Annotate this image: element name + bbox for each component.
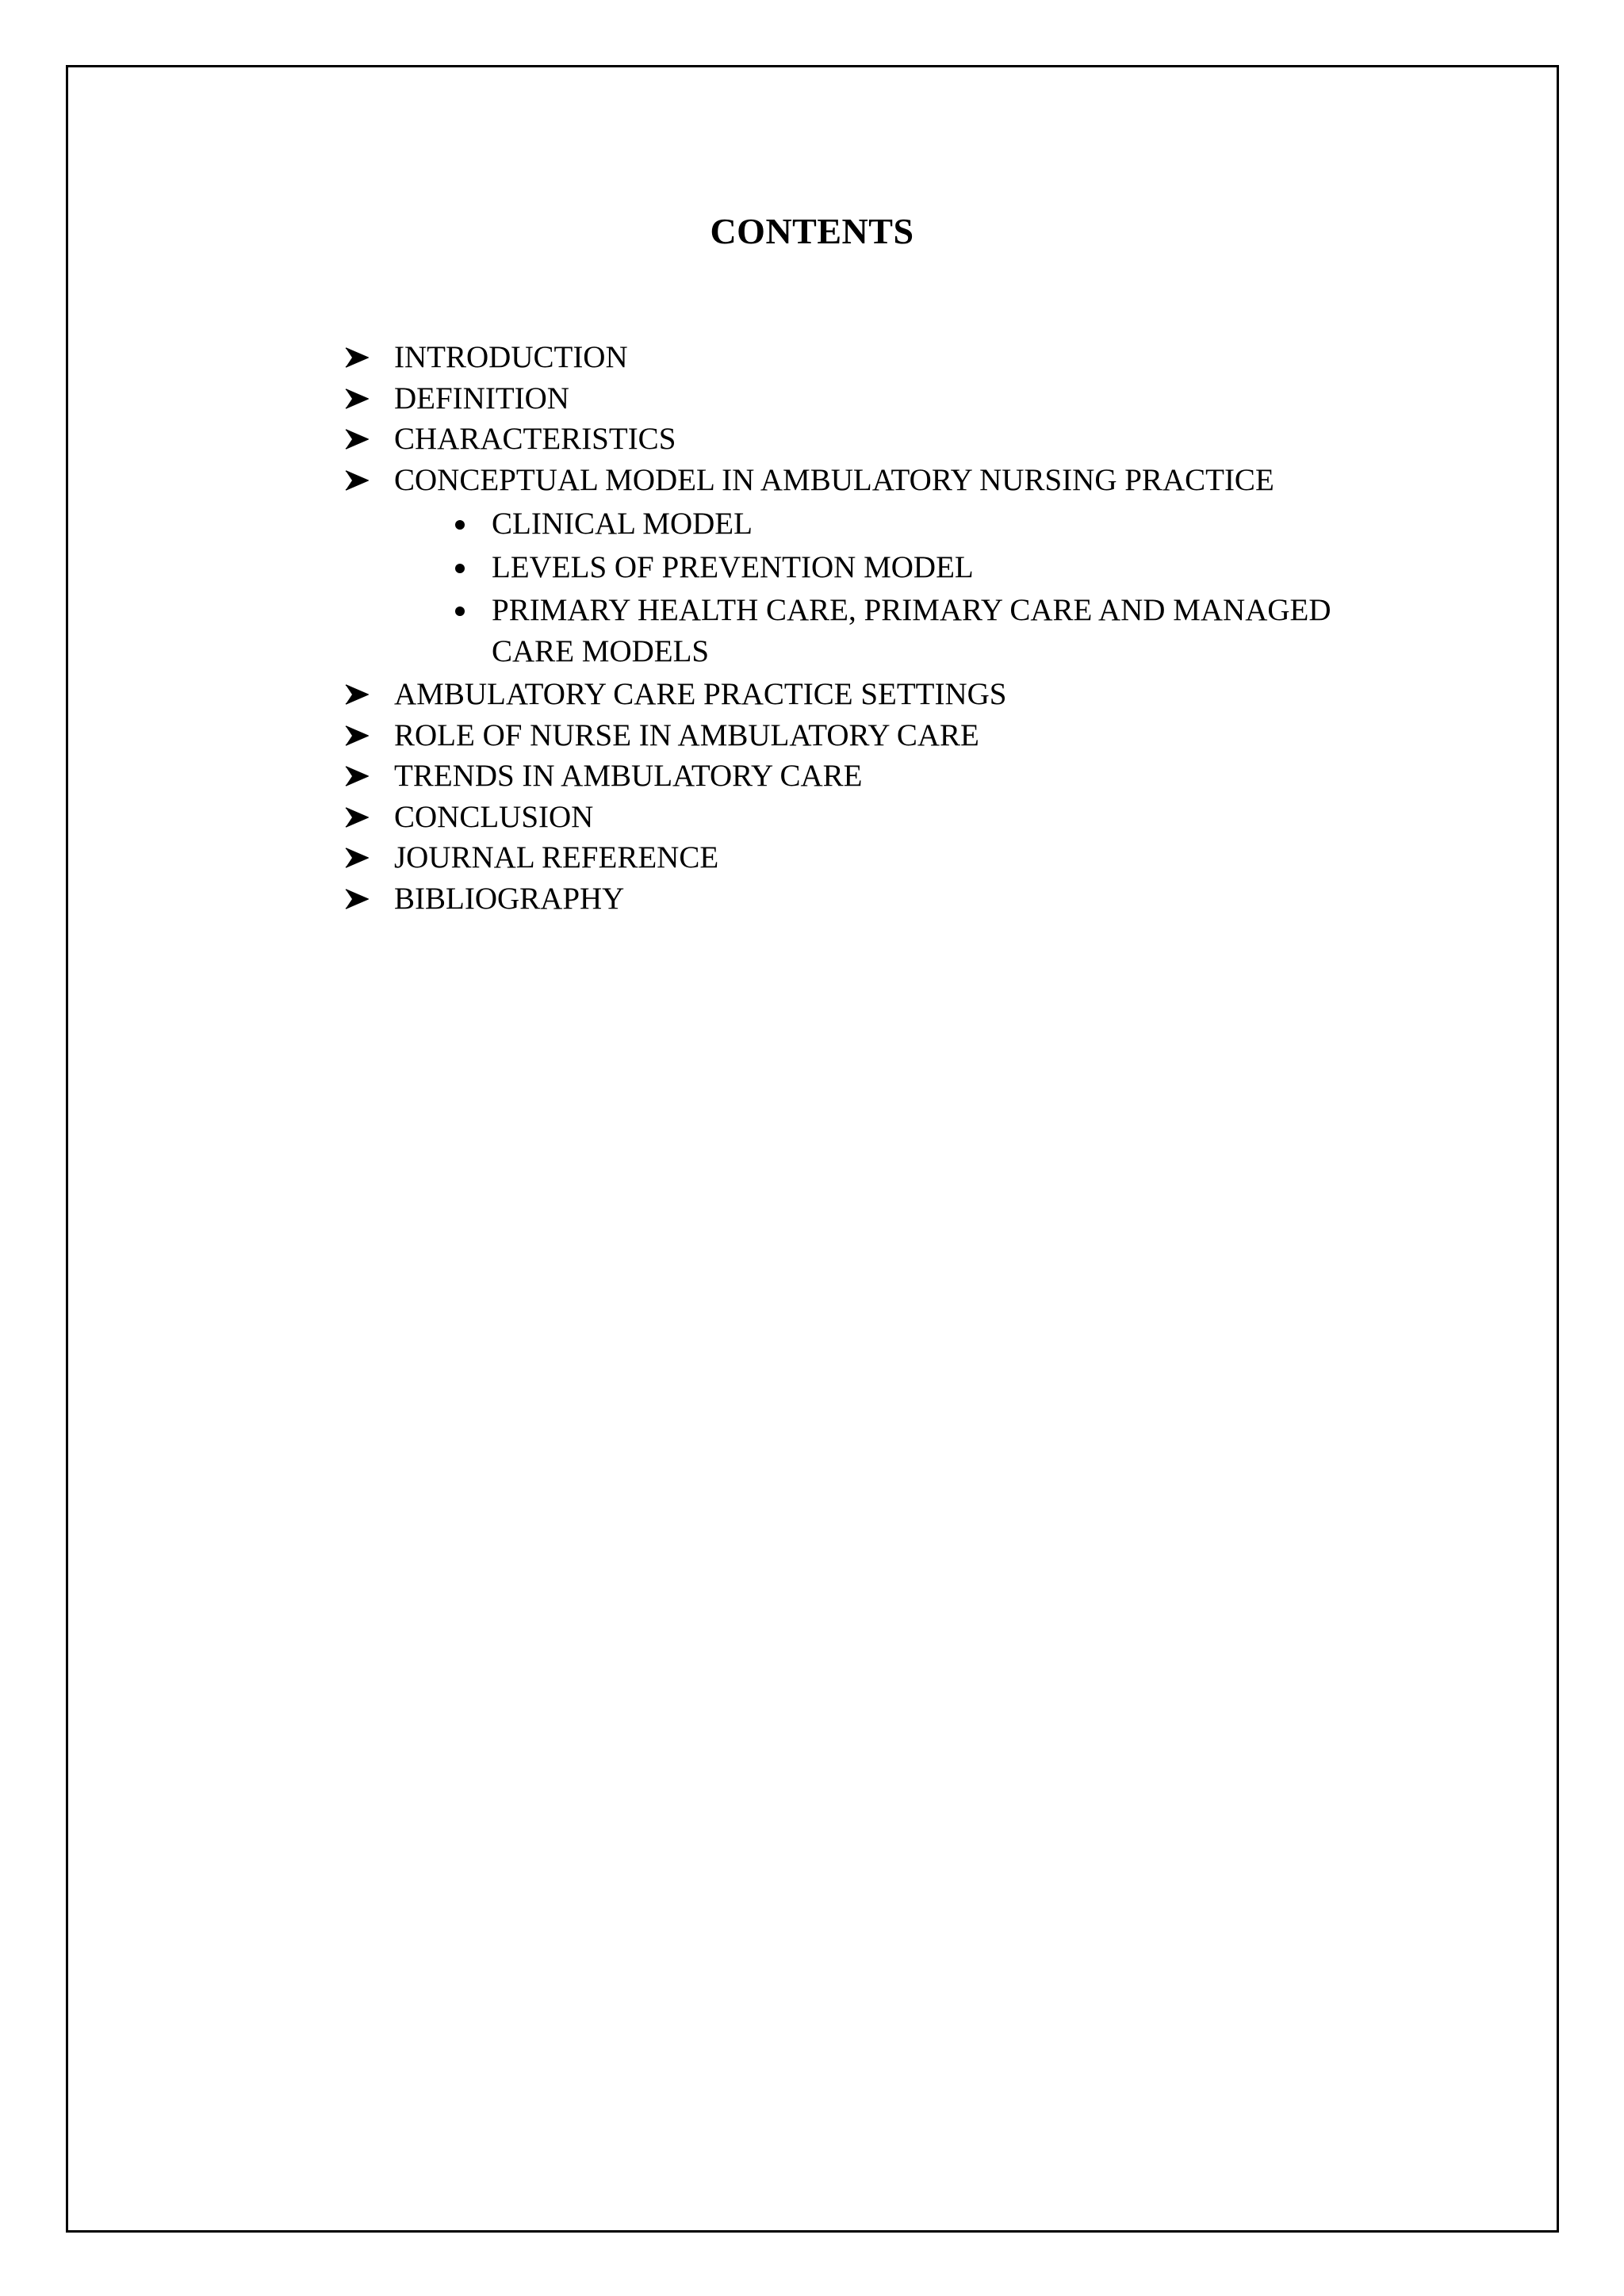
- toc-item-label: TRENDS IN AMBULATORY CARE: [394, 759, 863, 793]
- toc-item-label: INTRODUCTION: [394, 340, 628, 374]
- page-title: CONTENTS: [710, 210, 914, 251]
- arrowhead-bullet-icon: [345, 756, 370, 797]
- toc-subitem-label: PRIMARY HEALTH CARE, PRIMARY CARE AND MANAGED CARE MODELS: [492, 593, 1331, 668]
- toc-item-label: CONCEPTUAL MODEL IN AMBULATORY NURSING PRACTICE: [394, 462, 1274, 497]
- arrowhead-bullet-icon: [345, 460, 370, 501]
- arrowhead-bullet-icon: [345, 337, 370, 378]
- toc-subitem: [345, 547, 1439, 588]
- toc-item: [345, 837, 1439, 878]
- toc-item: [345, 797, 1439, 838]
- toc-item: [345, 419, 1439, 460]
- toc-subitem-label: LEVELS OF PREVENTION MODEL: [492, 549, 974, 584]
- toc-subitem: [345, 503, 1439, 545]
- arrowhead-bullet-icon: [345, 674, 370, 715]
- toc-item: [345, 715, 1439, 756]
- arrowhead-bullet-icon: [345, 715, 370, 756]
- arrowhead-bullet-icon: [345, 797, 370, 838]
- round-bullet-icon: [455, 607, 465, 616]
- toc-item: [345, 674, 1439, 715]
- arrowhead-bullet-icon: [345, 837, 370, 878]
- toc-item: [345, 378, 1439, 419]
- toc-subitem: [345, 590, 1439, 672]
- toc-item-label: CHARACTERISTICS: [394, 422, 676, 456]
- round-bullet-icon: [455, 564, 465, 573]
- toc-subitem-label: CLINICAL MODEL: [492, 507, 753, 541]
- toc-item-label: ROLE OF NURSE IN AMBULATORY CARE: [394, 718, 979, 752]
- toc-item-label: JOURNAL REFERENCE: [394, 840, 719, 874]
- toc-item-label: BIBLIOGRAPHY: [394, 881, 625, 916]
- toc-item: [345, 460, 1439, 501]
- toc-item: [345, 756, 1439, 797]
- toc-sublist: [345, 503, 1439, 672]
- round-bullet-icon: [455, 520, 465, 530]
- toc-item-label: AMBULATORY CARE PRACTICE SETTINGS: [394, 677, 1007, 711]
- toc-item-label: DEFINITION: [394, 381, 569, 415]
- arrowhead-bullet-icon: [345, 378, 370, 419]
- arrowhead-bullet-icon: [345, 419, 370, 460]
- arrowhead-bullet-icon: [345, 878, 370, 920]
- toc-item-label: CONCLUSION: [394, 799, 594, 834]
- table-of-contents: [345, 337, 1439, 919]
- toc-item: [345, 878, 1439, 920]
- toc-item: [345, 337, 1439, 378]
